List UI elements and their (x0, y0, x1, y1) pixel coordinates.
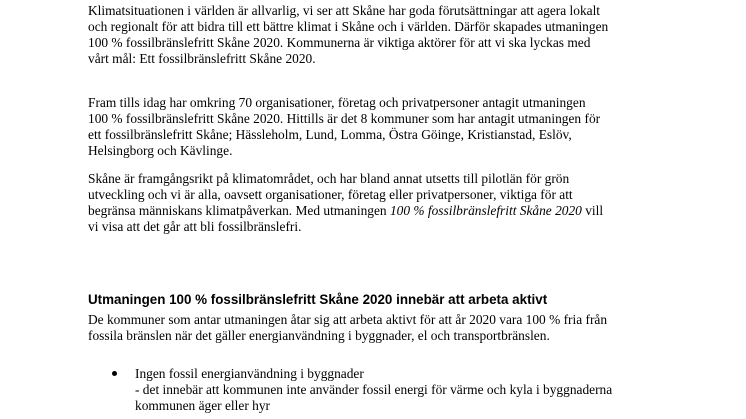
bullet-list (88, 366, 708, 414)
section-heading: Utmaningen 100 % fossilbränslefritt Skåne 2020 innebär att arbeta aktivt (88, 292, 548, 307)
list-item-detail: kommunen äger eller hyr (135, 398, 270, 413)
text-line: 100 % fossilbränslefritt Skåne 2020. Hittills är det 8 kommuner som har antagit utmaningen för (88, 111, 601, 126)
bullet-icon (112, 371, 117, 376)
paragraph-climate-situation (88, 3, 708, 67)
text-line: vårt mål: Ett fossilbränslefritt Skåne 2020. (88, 51, 316, 66)
paragraph-commitment (88, 312, 708, 344)
text-line: Skåne är framgångsrikt på klimatområdet, och har bland annat utsetts till pilotlän för grön (88, 171, 570, 186)
text-line: fossila bränslen när det gäller energianvändning i byggnader, el och transportbränslen. (88, 328, 550, 343)
document-page (88, 0, 708, 419)
text-line: Helsingborg och Kävlinge. (88, 143, 233, 158)
list-item-detail: - det innebär att kommunen inte använder fossil energi för värme och kyla i byggnaderna (135, 382, 613, 397)
text-line: utveckling och vi är alla, oavsett organisationer, företag eller privatpersoner, viktiga för att (88, 187, 573, 202)
list-item (88, 366, 708, 414)
text-line: vi visa att det går att bli fossilbränslefri. (88, 219, 302, 234)
text-line: De kommuner som antar utmaningen åtar sig att arbeta aktivt för att år 2020 vara 100 % fria från (88, 312, 608, 327)
emphasized-title: 100 % fossilbränslefritt Skåne 2020 (389, 203, 582, 218)
paragraph-participants (88, 95, 708, 159)
text-line: 100 % fossilbränslefritt Skåne 2020. Kommunerna är viktiga aktörer för att vi ska lyckas med (88, 35, 591, 50)
paragraph-skane-success (88, 171, 708, 235)
text-segment: vill (581, 203, 604, 218)
text-line: Klimatsituationen i världen är allvarlig, vi ser att Skåne har goda förutsättningar att agera lokalt (88, 3, 601, 18)
text-line-with-emphasis (88, 203, 708, 219)
text-segment: begränsa människans klimatpåverkan. Med utmaningen (88, 203, 390, 218)
text-line: Fram tills idag har omkring 70 organisationer, företag och privatpersoner antagit utmaningen (88, 95, 586, 110)
text-line: ett fossilbränslefritt Skåne; Hässleholm, Lund, Lomma, Östra Göinge, Kristianstad, Eslöv, (88, 127, 572, 142)
text-line: och regionalt för att bidra till ett bättre klimat i Skåne och i världen. Därför skapades utmaningen (88, 19, 609, 34)
list-item-title: Ingen fossil energianvändning i byggnader (135, 366, 364, 381)
